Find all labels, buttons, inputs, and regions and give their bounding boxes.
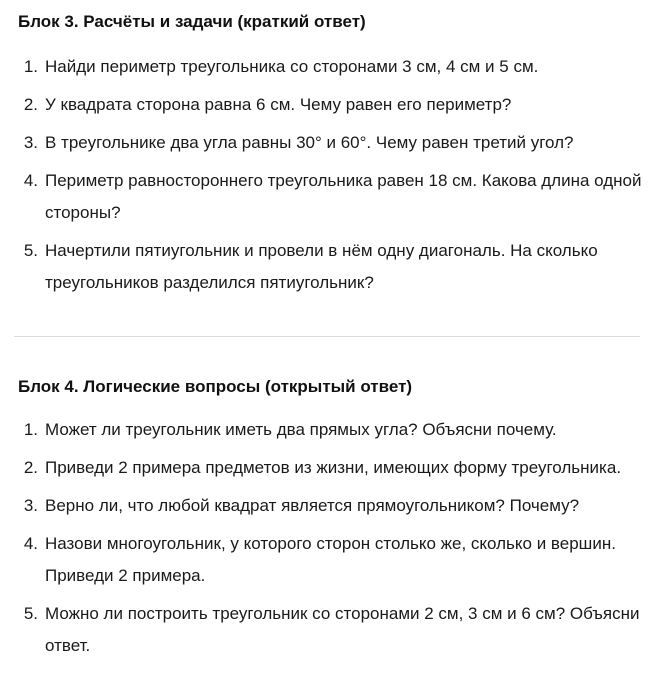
section-divider — [14, 336, 640, 337]
question-number: 2. — [23, 458, 38, 477]
question-number: 3. — [23, 496, 38, 515]
question-item — [0, 414, 658, 446]
block-3-question-list — [0, 51, 658, 299]
question-text: Начертили пятиугольник и провели в нём одну диагональ. На сколько треугольников разделился пятиугольник? — [45, 241, 598, 292]
question-text: Назови многоугольник, у которого сторон столько же, сколько и вершин. Приведи 2 примера. — [45, 534, 616, 585]
question-item — [0, 127, 658, 159]
question-text: Найди периметр треугольника со сторонами 3 см, 4 см и 5 см. — [45, 57, 539, 76]
question-number: 5. — [23, 241, 38, 260]
question-item — [0, 51, 658, 83]
question-item — [0, 165, 658, 229]
question-item — [0, 235, 658, 299]
question-text: Верно ли, что любой квадрат является прямоугольником? Почему? — [45, 496, 580, 515]
question-number: 3. — [23, 133, 38, 152]
question-number: 4. — [23, 171, 38, 190]
question-text: Периметр равностороннего треугольника равен 18 см. Какова длина одной стороны? — [45, 171, 642, 222]
block-3-title: Блок 3. Расчёты и задачи (краткий ответ) — [18, 12, 366, 31]
block-4-question-list — [0, 414, 658, 662]
question-item — [0, 598, 658, 662]
question-text: У квадрата сторона равна 6 см. Чему равен его периметр? — [45, 95, 512, 114]
question-text: В треугольнике два угла равны 30° и 60°. Чему равен третий угол? — [45, 133, 574, 152]
question-number: 1. — [23, 420, 38, 439]
question-number: 5. — [23, 604, 38, 623]
question-number: 1. — [23, 57, 38, 76]
block-3-section — [0, 8, 658, 299]
question-number: 4. — [23, 534, 38, 553]
question-item — [0, 452, 658, 484]
block-4-title: Блок 4. Логические вопросы (открытый ответ) — [18, 377, 413, 396]
question-text: Можно ли построить треугольник со сторонами 2 см, 3 см и 6 см? Объясни ответ. — [45, 604, 640, 655]
question-item — [0, 89, 658, 121]
question-text: Может ли треугольник иметь два прямых угла? Объясни почему. — [45, 420, 557, 439]
question-item — [0, 490, 658, 522]
block-4-section — [0, 373, 658, 662]
question-number: 2. — [23, 95, 38, 114]
question-item — [0, 528, 658, 592]
question-text: Приведи 2 примера предметов из жизни, имеющих форму треугольника. — [45, 458, 622, 477]
